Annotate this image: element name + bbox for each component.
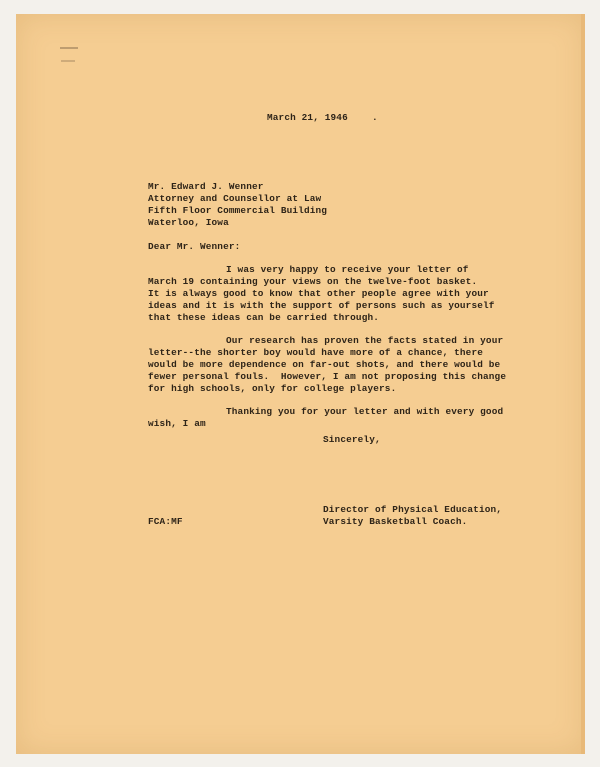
paragraph-2-line: would be more dependence on far-out shots, and there would be xyxy=(148,359,501,370)
salutation: Dear Mr. Wenner: xyxy=(148,241,241,252)
paragraph-1-line: that these ideas can be carried through. xyxy=(148,312,380,323)
closing: Sincerely, xyxy=(323,434,381,445)
paper-blemish xyxy=(60,47,78,49)
paragraph-2-line: fewer personal fouls. However, I am not proposing this change xyxy=(148,371,507,382)
date-mark: . xyxy=(372,112,378,123)
reference-initials: FCA:MF xyxy=(148,516,183,527)
recipient-title: Attorney and Counsellor at Law xyxy=(148,193,322,204)
paragraph-2-line: for high schools, only for college players. xyxy=(148,383,397,394)
recipient-city: Waterloo, Iowa xyxy=(148,217,229,228)
paper-blemish xyxy=(61,60,75,62)
paragraph-3-line: Thanking you for your letter and with every good xyxy=(226,406,504,417)
paragraph-1-line: It is always good to know that other people agree with your xyxy=(148,288,489,299)
paragraph-1-line: March 19 containing your views on the twelve-foot basket. xyxy=(148,276,478,287)
signature-title-line: Director of Physical Education, xyxy=(323,504,503,515)
signature-title-line: Varsity Basketball Coach. xyxy=(323,516,468,527)
paragraph-2-line: letter--the shorter boy would have more of a chance, there xyxy=(148,347,484,358)
paragraph-3-line: wish, I am xyxy=(148,418,206,429)
paragraph-1-line: ideas and it is with the support of persons such as yourself xyxy=(148,300,495,311)
recipient-name: Mr. Edward J. Wenner xyxy=(148,181,264,192)
letter-date: March 21, 1946 xyxy=(267,112,348,123)
paragraph-2-line: Our research has proven the facts stated in your xyxy=(226,335,504,346)
recipient-address: Fifth Floor Commercial Building xyxy=(148,205,328,216)
paragraph-1-line: I was very happy to receive your letter of xyxy=(226,264,469,275)
